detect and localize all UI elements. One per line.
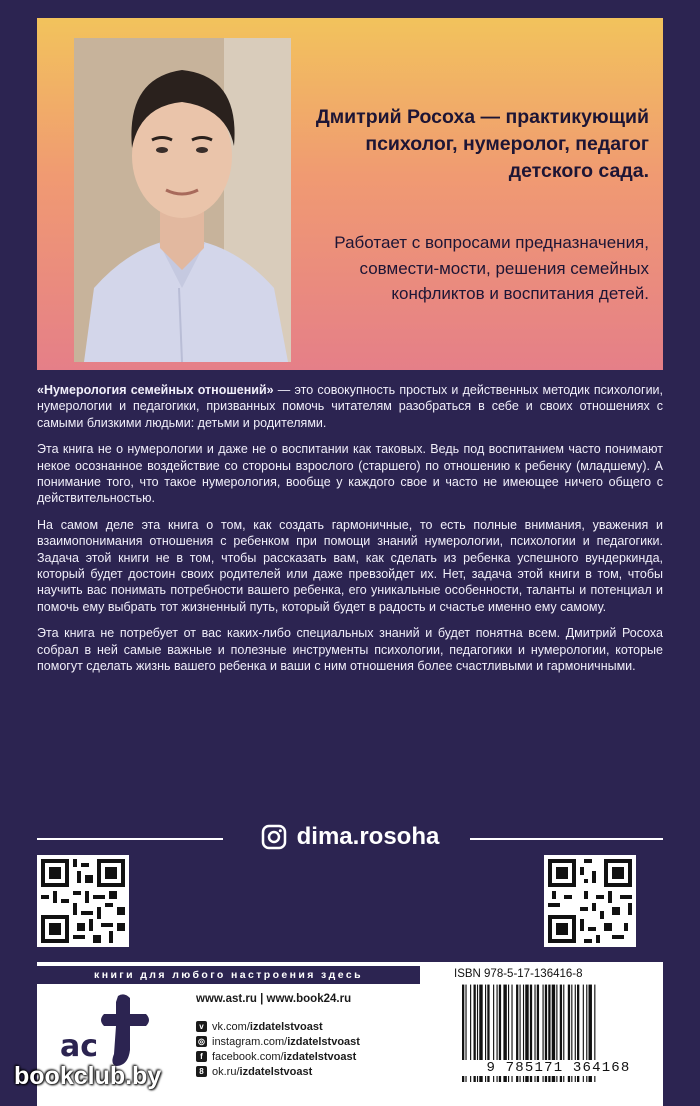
ok-icon: 8	[196, 1066, 207, 1077]
instagram-icon	[261, 824, 287, 850]
social-handle[interactable]	[230, 817, 470, 857]
description-paragraph-2: Эта книга не о нумерологии и даже не о воспитании как таковых. Ведь под воспитанием часто понимают некое осознанное воздействие со стороны взрослого (старшего) по отношению к ребенку (младшему). А понимание того, что такое нумерология, вообще у каждого свое и часто не имеющее ничего общего с действительностью.	[37, 442, 663, 506]
publisher-slogan: книги для любого настроения здесь	[37, 966, 420, 984]
qr-code-icon	[37, 855, 129, 947]
facebook-icon: f	[196, 1051, 207, 1062]
qr-code-left[interactable]	[37, 855, 129, 947]
link-ok[interactable]	[196, 1064, 360, 1079]
watermark: bookclub.by	[14, 1062, 162, 1090]
qr-code-right[interactable]	[544, 855, 636, 947]
link-facebook-prefix: facebook.com/	[212, 1050, 284, 1063]
book-title-quote: «Нумерология семейных отношений»	[37, 383, 274, 397]
svg-text:ac: ac	[60, 1029, 99, 1064]
link-instagram-prefix: instagram.com/	[212, 1035, 288, 1048]
barcode-number: 9 785171 364168	[454, 1060, 663, 1076]
ast-logo[interactable]	[58, 992, 154, 1070]
social-links	[196, 1019, 360, 1079]
description-paragraph-1	[37, 382, 663, 431]
author-bio: Работает с вопросами предназначения, совмести-мости, решения семейных конфликтов и воспитания детей.	[334, 233, 649, 303]
link-facebook-handle: izdatelstvoast	[283, 1050, 357, 1063]
author-title: Дмитрий Росоха — практикующий психолог, нумеролог, педагог детского сада.	[315, 106, 649, 182]
instagram-icon: ◎	[196, 1036, 207, 1047]
isbn: ISBN 978-5-17-136416-8	[454, 968, 583, 980]
vk-icon: v	[196, 1021, 207, 1032]
divider-left	[37, 838, 223, 840]
link-ok-prefix: ok.ru/	[212, 1065, 240, 1078]
book-description	[37, 382, 663, 685]
link-ok-handle: izdatelstvoast	[239, 1065, 313, 1078]
description-paragraph-3: На самом деле эта книга о том, как создать гармоничные, то есть полные внимания, уважения и взаимопонимания отношения с ребенком при помощи знаний нумерологии, психологии и педагогики. Задача этой книги не в том, чтобы рассказать вам, как сделать из ребенка успешного вундеркинда, который будет достоин своих родителей или даже превзойдет их. Нет, задача этой книги в том, чтобы научить вас понимать потребности вашего ребенка, его уникальные особенности, таланты и потенциал и помочь ему выбрать тот жизненный путь, который будет в радость и счастье именно ему самому.	[37, 517, 663, 614]
ast-logo-icon	[58, 992, 154, 1070]
link-facebook[interactable]	[196, 1049, 360, 1064]
link-vk-handle: izdatelstvoast	[249, 1020, 323, 1033]
author-panel	[37, 18, 663, 370]
description-p1-text: — это совокупность простых и действенных методик психологии, нумерологии и педагогики, призванных помочь читателям разобраться в себе и своих отношениях с самыми близкими людьми: детьми и родителями.	[37, 383, 664, 430]
link-vk-prefix: vk.com/	[212, 1020, 250, 1033]
link-vk[interactable]	[196, 1019, 360, 1034]
description-paragraph-4: Эта книга не потребует от вас каких-либо специальных знаний и будет понятна всем. Дмитрий Росоха собрал в ней самые важные и полезные инструменты психологии, педагогики и нумерологии, которые помогут сделать жизнь вашего ребенка и ваши с ним отношения более счастливыми и гармоничными.	[37, 626, 663, 674]
link-instagram-handle: izdatelstvoast	[287, 1035, 360, 1048]
publisher-sites[interactable]: www.ast.ru | www.book24.ru	[196, 993, 352, 1005]
author-photo	[74, 38, 291, 362]
social-handle-text: dima.rosoha	[296, 823, 440, 850]
link-instagram[interactable]	[196, 1034, 360, 1049]
divider-right	[470, 838, 663, 840]
qr-code-icon	[544, 855, 636, 947]
